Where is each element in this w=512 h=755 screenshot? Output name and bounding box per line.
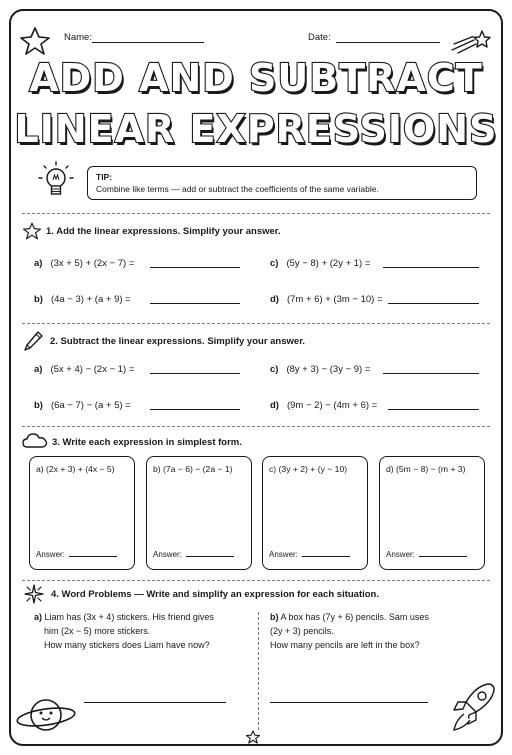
sparkle-icon xyxy=(24,584,44,604)
answer-2a[interactable] xyxy=(150,373,240,374)
name-label: Name: xyxy=(64,32,92,43)
page-title-line1: ADD AND SUBTRACT xyxy=(29,56,483,100)
tip-text: Combine like terms — add or subtract the coefficients of the same variable. xyxy=(96,184,379,194)
tip-box xyxy=(87,166,477,200)
section1-heading: 1. Add the linear expressions. Simplify your answer. xyxy=(46,226,281,237)
question-2d: d) (9m − 2) − (4m + 6) = xyxy=(270,400,378,411)
question-1a: a) (3x + 5) + (2x − 7) = xyxy=(34,258,135,269)
star-icon xyxy=(23,222,41,240)
date-field[interactable] xyxy=(336,42,440,43)
star-icon xyxy=(246,730,260,744)
section2-heading: 2. Subtract the linear expressions. Simplify your answer. xyxy=(50,336,306,347)
box-expression: c) (3y + 2) + (y − 10) xyxy=(269,464,348,474)
lightbulb-icon xyxy=(36,160,76,204)
question-1c: c) (5y − 8) + (2y + 1) = xyxy=(270,258,371,269)
planet-icon xyxy=(14,690,78,740)
answer-4b[interactable] xyxy=(270,702,428,703)
expression-box-c[interactable] xyxy=(262,456,368,570)
page-title-line2: LINEAR EXPRESSIONS xyxy=(14,107,498,151)
answer-2b[interactable] xyxy=(150,409,240,410)
section-divider xyxy=(22,213,490,214)
section3-heading: 3. Write each expression in simplest form. xyxy=(52,437,242,448)
rocket-icon xyxy=(448,680,498,736)
name-field[interactable] xyxy=(92,42,204,43)
question-2a: a) (5x + 4) − (2x − 1) = xyxy=(34,364,135,375)
answer-2d[interactable] xyxy=(388,409,479,410)
pencil-icon xyxy=(23,330,43,352)
box-answer: Answer: xyxy=(153,550,234,559)
box-expression: a) (2x + 3) + (4x − 5) xyxy=(36,464,115,474)
star-icon xyxy=(20,26,50,56)
expression-box-a[interactable] xyxy=(29,456,135,570)
section-divider xyxy=(22,323,490,324)
expression-box-d[interactable] xyxy=(379,456,485,570)
word-problem-a: a) Liam has (3x + 4) stickers. His friend gives him (2x − 5) more stickers. How many stickers does Liam have now? xyxy=(34,612,214,650)
box-expression: b) (7a − 6) − (2a − 1) xyxy=(153,464,233,474)
answer-2c[interactable] xyxy=(383,373,479,374)
answer-1b[interactable] xyxy=(150,303,240,304)
section-divider xyxy=(22,580,490,581)
answer-1a[interactable] xyxy=(150,267,240,268)
shooting-star-icon xyxy=(450,28,490,54)
box-answer: Answer: xyxy=(386,550,467,559)
question-1d: d) (7m + 6) + (3m − 10) = xyxy=(270,294,383,305)
box-answer: Answer: xyxy=(269,550,350,559)
question-2b: b) (6a − 7) − (a + 5) = xyxy=(34,400,131,411)
answer-1d[interactable] xyxy=(388,303,479,304)
expression-box-b[interactable] xyxy=(146,456,252,570)
tip-label: TIP: xyxy=(96,172,113,182)
column-divider xyxy=(258,612,259,730)
cloud-icon xyxy=(22,432,48,450)
section4-heading: 4. Word Problems — Write and simplify an expression for each situation. xyxy=(51,589,380,600)
box-expression: d) (5m − 8) − (m + 3) xyxy=(386,464,466,474)
date-label: Date: xyxy=(308,32,331,43)
question-1b: b) (4a − 3) + (a + 9) = xyxy=(34,294,131,305)
answer-1c[interactable] xyxy=(383,267,479,268)
word-problem-b: b) A box has (7y + 6) pencils. Sam uses (2y + 3) pencils. How many pencils are left in the box? xyxy=(270,612,429,650)
question-2c: c) (8y + 3) − (3y − 9) = xyxy=(270,364,371,375)
section-divider xyxy=(22,426,490,427)
box-answer: Answer: xyxy=(36,550,117,559)
answer-4a[interactable] xyxy=(84,702,226,703)
